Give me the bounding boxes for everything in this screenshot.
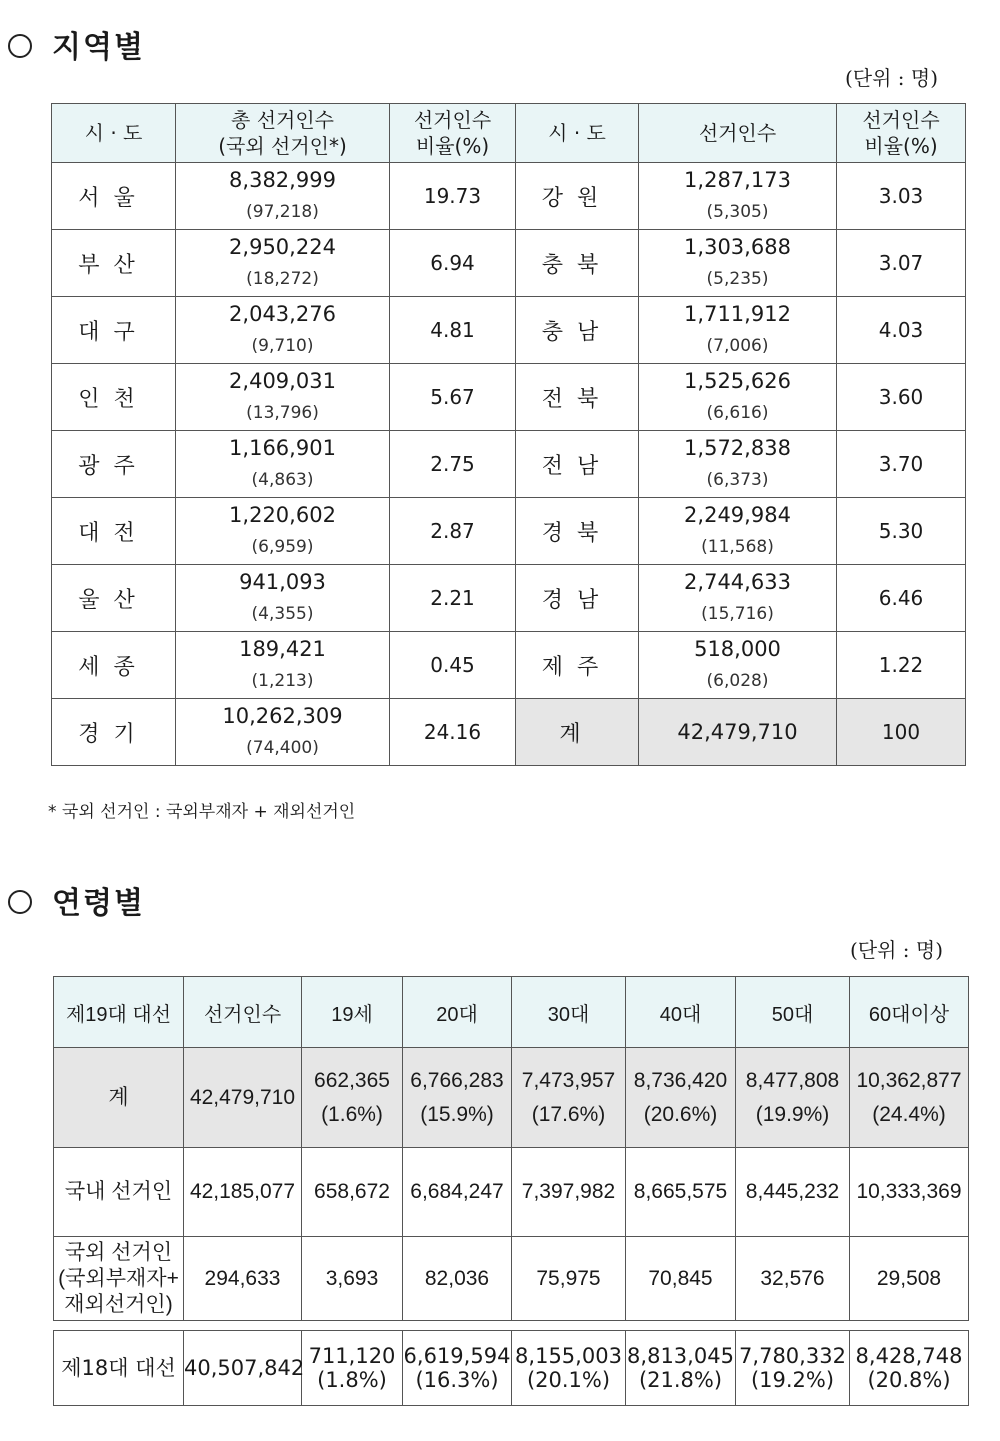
region-name: 강원	[516, 163, 639, 230]
ratio-cell: 3.07	[837, 230, 966, 297]
age-table	[53, 976, 969, 1321]
age-cell: 8,813,045 (21.8%)	[626, 1331, 736, 1406]
table-row-abroad	[54, 1237, 969, 1321]
voter-count: 1,711,912	[684, 302, 791, 326]
ratio-cell: 3.60	[837, 364, 966, 431]
region-name: 인천	[52, 364, 176, 431]
ratio-cell: 5.67	[390, 364, 516, 431]
column-header: 30대	[512, 977, 626, 1048]
voter-count: 2,744,633	[684, 570, 791, 594]
footnote: * 국외 선거인 : 국외부재자 + 재외선거인	[48, 802, 356, 822]
region-table	[51, 103, 966, 766]
age-cell: 7,473,957 (17.6%)	[512, 1048, 626, 1148]
column-header: 40대	[626, 977, 736, 1048]
voter-count-cell	[639, 297, 837, 364]
voter-count-cell	[639, 632, 837, 699]
section-title-region: 지역별	[8, 22, 145, 66]
ratio-cell: 3.03	[837, 163, 966, 230]
ratio-cell: 0.45	[390, 632, 516, 699]
age-cell: 8,445,232	[736, 1148, 850, 1237]
region-name: 충남	[516, 297, 639, 364]
ratio-cell: 4.81	[390, 297, 516, 364]
age-cell: 8,736,420 (20.6%)	[626, 1048, 736, 1148]
region-name: 광주	[52, 431, 176, 498]
total-voters: 42,479,710	[639, 699, 837, 766]
column-header: 20대	[403, 977, 512, 1048]
voter-count: 2,249,984	[684, 503, 791, 527]
abroad-count: (1,213)	[251, 671, 314, 691]
ratio-cell: 2.87	[390, 498, 516, 565]
table-row-total	[54, 1048, 969, 1148]
voter-count-cell	[639, 163, 837, 230]
region-name: 경남	[516, 565, 639, 632]
voter-count-cell	[639, 230, 837, 297]
region-name: 경북	[516, 498, 639, 565]
abroad-count: (15,716)	[701, 604, 774, 624]
region-name: 세종	[52, 632, 176, 699]
table-row	[52, 163, 966, 230]
ratio-cell: 24.16	[390, 699, 516, 766]
voters-cell: 40,507,842	[184, 1331, 302, 1406]
voter-count: 2,043,276	[229, 302, 336, 326]
table-row	[52, 297, 966, 364]
region-name: 대구	[52, 297, 176, 364]
voter-count-cell	[176, 498, 390, 565]
voter-count: 518,000	[694, 637, 781, 661]
ratio-cell: 2.21	[390, 565, 516, 632]
voter-count-cell	[176, 163, 390, 230]
unit-label-region: (단위 : 명)	[845, 66, 939, 90]
region-name: 제주	[516, 632, 639, 699]
age-cell: 75,975	[512, 1237, 626, 1321]
table-row	[52, 632, 966, 699]
abroad-count: (9,710)	[251, 336, 314, 356]
age-cell: 10,362,877 (24.4%)	[850, 1048, 969, 1148]
region-name: 전북	[516, 364, 639, 431]
voter-count-cell	[639, 431, 837, 498]
voter-count-cell	[176, 632, 390, 699]
ratio-cell: 3.70	[837, 431, 966, 498]
age-cell: 711,120 (1.8%)	[302, 1331, 403, 1406]
table-row	[52, 565, 966, 632]
voters-cell: 42,479,710	[184, 1048, 302, 1148]
ratio-cell: 6.46	[837, 565, 966, 632]
voter-count: 2,409,031	[229, 369, 336, 393]
age-cell: 8,155,003 (20.1%)	[512, 1331, 626, 1406]
voter-count-cell	[639, 498, 837, 565]
voters-cell: 42,185,077	[184, 1148, 302, 1237]
voter-count: 2,950,224	[229, 235, 336, 259]
voter-count: 1,166,901	[229, 436, 336, 460]
column-header: 시 · 도	[52, 104, 176, 163]
age-cell: 8,665,575	[626, 1148, 736, 1237]
voter-count: 1,220,602	[229, 503, 336, 527]
voter-count: 189,421	[239, 637, 326, 661]
abroad-count: (6,028)	[706, 671, 769, 691]
ratio-cell: 6.94	[390, 230, 516, 297]
abroad-count: (6,616)	[706, 403, 769, 423]
age-cell: 10,333,369	[850, 1148, 969, 1237]
ratio-cell: 19.73	[390, 163, 516, 230]
ratio-cell: 2.75	[390, 431, 516, 498]
age-cell: 32,576	[736, 1237, 850, 1321]
abroad-count: (4,863)	[251, 470, 314, 490]
abroad-count: (6,373)	[706, 470, 769, 490]
region-name: 서울	[52, 163, 176, 230]
voter-count-cell	[176, 565, 390, 632]
column-header: 시 · 도	[516, 104, 639, 163]
age-cell: 7,397,982	[512, 1148, 626, 1237]
age-cell: 662,365 (1.6%)	[302, 1048, 403, 1148]
region-name: 충북	[516, 230, 639, 297]
voter-count-cell	[639, 565, 837, 632]
table-row-total	[52, 699, 966, 766]
row-label: 제18대 대선	[54, 1331, 184, 1406]
row-label: 국내 선거인	[54, 1148, 184, 1237]
age-cell: 6,684,247	[403, 1148, 512, 1237]
age-cell: 8,477,808 (19.9%)	[736, 1048, 850, 1148]
voter-count: 10,262,309	[222, 704, 343, 728]
ratio-cell: 4.03	[837, 297, 966, 364]
age-cell: 6,766,283 (15.9%)	[403, 1048, 512, 1148]
column-header: 제19대 대선	[54, 977, 184, 1048]
voter-count: 8,382,999	[229, 168, 336, 192]
region-name: 대전	[52, 498, 176, 565]
unit-label-age: (단위 : 명)	[850, 938, 944, 962]
voter-count-cell	[176, 364, 390, 431]
column-header: 총 선거인수 (국외 선거인*)	[176, 104, 390, 163]
region-name: 부산	[52, 230, 176, 297]
abroad-count: (4,355)	[251, 604, 314, 624]
table-row	[52, 498, 966, 565]
age-cell: 70,845	[626, 1237, 736, 1321]
circle-bullet-icon	[8, 890, 32, 914]
voter-count-cell	[176, 431, 390, 498]
age-cell: 6,619,594 (16.3%)	[403, 1331, 512, 1406]
column-header: 선거인수	[639, 104, 837, 163]
voter-count-cell	[176, 297, 390, 364]
voter-count: 1,525,626	[684, 369, 791, 393]
row-label: 국외 선거인 (국외부재자+ 재외선거인)	[54, 1237, 184, 1321]
ratio-cell: 5.30	[837, 498, 966, 565]
total-label: 계	[516, 699, 639, 766]
total-ratio: 100	[837, 699, 966, 766]
region-name: 울산	[52, 565, 176, 632]
age-cell: 8,428,748 (20.8%)	[850, 1331, 969, 1406]
voter-count: 1,572,838	[684, 436, 791, 460]
voter-count-cell	[176, 699, 390, 766]
table-row-domestic	[54, 1148, 969, 1237]
ratio-cell: 1.22	[837, 632, 966, 699]
abroad-count: (11,568)	[701, 537, 774, 557]
voter-count: 941,093	[239, 570, 326, 594]
age-cell: 7,780,332 (19.2%)	[736, 1331, 850, 1406]
column-header: 선거인수 비율(%)	[390, 104, 516, 163]
table-row	[52, 364, 966, 431]
age-cell: 658,672	[302, 1148, 403, 1237]
abroad-count: (7,006)	[706, 336, 769, 356]
table-row	[52, 431, 966, 498]
table-row-prev	[54, 1331, 969, 1406]
column-header: 선거인수 비율(%)	[837, 104, 966, 163]
region-name: 전남	[516, 431, 639, 498]
voter-count-cell	[176, 230, 390, 297]
voters-cell: 294,633	[184, 1237, 302, 1321]
column-header: 60대이상	[850, 977, 969, 1048]
abroad-count: (74,400)	[246, 738, 319, 758]
circle-bullet-icon	[8, 34, 32, 58]
age-cell: 29,508	[850, 1237, 969, 1321]
voter-count-cell	[639, 364, 837, 431]
table-row	[52, 230, 966, 297]
abroad-count: (6,959)	[251, 537, 314, 557]
abroad-count: (5,305)	[706, 202, 769, 222]
age-cell: 82,036	[403, 1237, 512, 1321]
age-table-header	[54, 977, 969, 1048]
column-header: 19세	[302, 977, 403, 1048]
abroad-count: (18,272)	[246, 269, 319, 289]
abroad-count: (97,218)	[246, 202, 319, 222]
abroad-count: (13,796)	[246, 403, 319, 423]
column-header: 50대	[736, 977, 850, 1048]
voter-count: 1,287,173	[684, 168, 791, 192]
voter-count: 1,303,688	[684, 235, 791, 259]
region-name: 경기	[52, 699, 176, 766]
column-header: 선거인수	[184, 977, 302, 1048]
row-label: 계	[54, 1048, 184, 1148]
abroad-count: (5,235)	[706, 269, 769, 289]
age-cell: 3,693	[302, 1237, 403, 1321]
section-title-age: 연령별	[8, 878, 145, 922]
prev-election-table	[53, 1330, 969, 1406]
region-table-header	[52, 104, 966, 163]
